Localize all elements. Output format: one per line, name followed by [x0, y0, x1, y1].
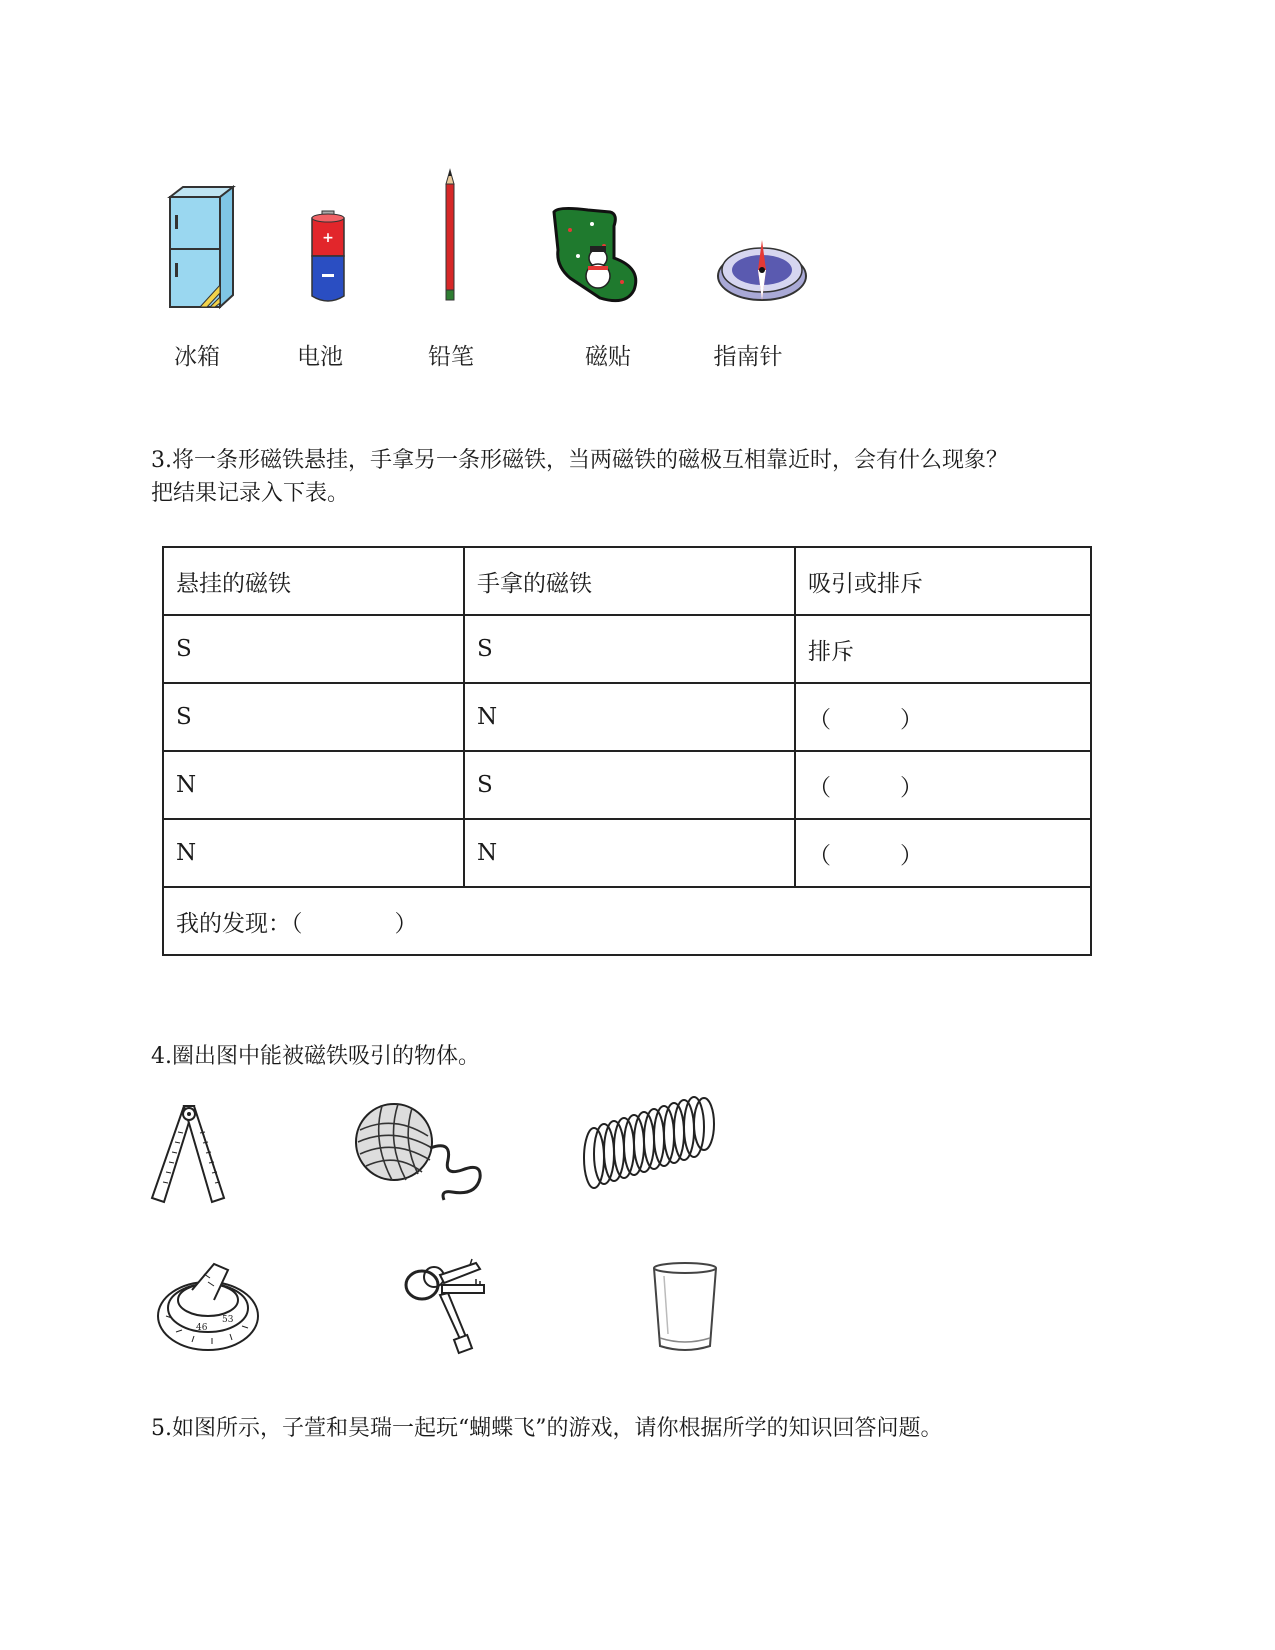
- table-finding-row: [163, 887, 1091, 955]
- table-row: [163, 615, 1091, 683]
- battery-icon: [308, 210, 348, 310]
- fridge-icon: [165, 185, 240, 315]
- question-3-text: [151, 444, 1131, 510]
- svg-text:46: 46: [196, 1323, 208, 1333]
- object-label-magnet-sticker: 磁贴: [585, 344, 631, 370]
- table-cell: N: [163, 819, 464, 887]
- folding-ruler-icon[interactable]: [148, 1102, 228, 1207]
- answer-blank[interactable]: （ ）: [795, 683, 1091, 751]
- table-row: [163, 819, 1091, 887]
- tape-measure-icon[interactable]: [152, 1260, 264, 1360]
- table-row: [163, 683, 1091, 751]
- table-header-cell: 悬挂的磁铁: [163, 547, 464, 615]
- glass-cup-icon[interactable]: [650, 1260, 720, 1355]
- table-cell: N: [464, 819, 795, 887]
- yarn-ball-icon[interactable]: [352, 1100, 492, 1205]
- question-4-text: 4.圈出图中能被磁铁吸引的物体。: [151, 1044, 480, 1069]
- table-header-cell: 手拿的磁铁: [464, 547, 795, 615]
- question-3-line-1: 3.将一条形磁铁悬挂，手拿另一条形磁铁，当两磁铁的磁极互相靠近时，会有什么现象？: [151, 448, 1008, 473]
- spring-icon[interactable]: [580, 1096, 730, 1196]
- question-5-text: 5.如图所示，子萱和昊瑞一起玩“蝴蝶飞”的游戏，请你根据所学的知识回答问题。: [151, 1416, 943, 1441]
- answer-blank[interactable]: （ ）: [795, 751, 1091, 819]
- table-cell: 排斥: [795, 615, 1091, 683]
- object-label-pencil: 铅笔: [428, 344, 474, 370]
- magnet-pole-table: [162, 546, 1092, 956]
- table-cell: S: [163, 683, 464, 751]
- question-3-line-2: 把结果记录入下表。: [151, 481, 350, 506]
- keys-icon[interactable]: [400, 1255, 500, 1365]
- object-label-fridge: 冰箱: [174, 344, 220, 370]
- answer-blank[interactable]: （ ）: [795, 819, 1091, 887]
- object-label-compass: 指南针: [713, 344, 783, 370]
- finding-cell[interactable]: 我的发现：（ ）: [163, 887, 1091, 955]
- table-cell: S: [163, 615, 464, 683]
- svg-text:+: +: [322, 230, 334, 246]
- svg-text:53: 53: [222, 1315, 234, 1325]
- table-cell: N: [464, 683, 795, 751]
- pencil-icon: [440, 168, 460, 303]
- table-cell: S: [464, 615, 795, 683]
- table-row: [163, 751, 1091, 819]
- object-label-battery: 电池: [297, 344, 343, 370]
- table-header-row: [163, 547, 1091, 615]
- magnet-sticker-icon: [548, 206, 643, 306]
- table-cell: S: [464, 751, 795, 819]
- table-header-cell: 吸引或排斥: [795, 547, 1091, 615]
- compass-icon: [716, 232, 808, 304]
- table-cell: N: [163, 751, 464, 819]
